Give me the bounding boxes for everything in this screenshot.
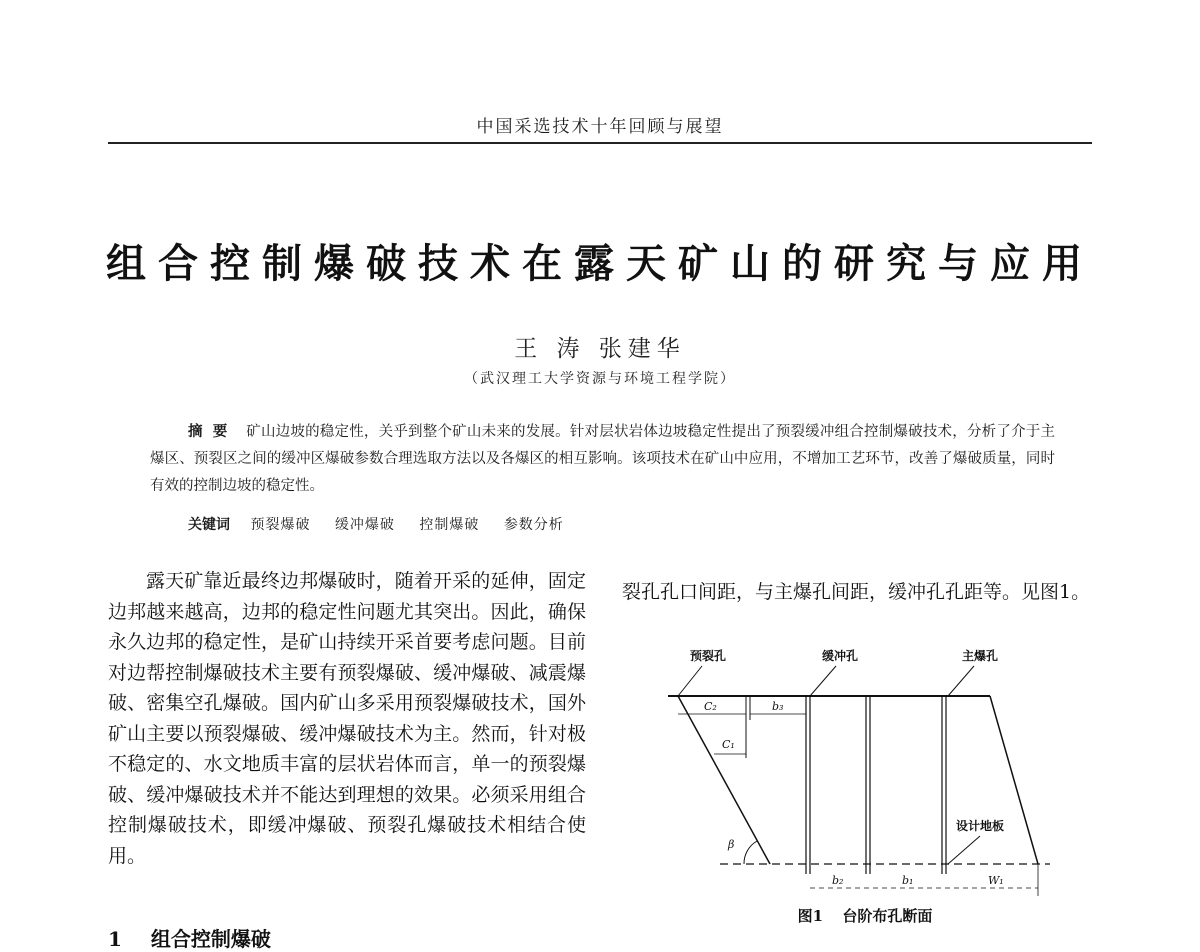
label-presplit-hole: 预裂孔 xyxy=(690,649,727,663)
leader-presplit xyxy=(678,666,702,696)
body-paragraph: 露天矿靠近最终边邦爆破时，随着开采的延伸，固定边邦越来越高，边邦的稳定性问题尤其突出。因此，确保永久边邦的稳定性，是矿山持续开采首要考虑问题。目前对边帮控制爆破技术主要有预裂爆破、缓冲爆破、减震爆破、密集空孔爆破。国内矿山多采用预裂爆破技术，国外矿山主要以预裂爆破、缓冲爆破技术为主。然而，针对极不稳定的、水文地质丰富的层状岩体而言，单一的预裂爆破、缓冲爆破技术并不能达到理想的效果。必须采用组合控制爆破技术，即缓冲爆破、预裂孔爆破技术相结合使用。 xyxy=(108,570,586,867)
section-number: 1 xyxy=(108,927,122,951)
body-right-column xyxy=(622,576,1092,609)
body-paragraph-right: 裂孔孔口间距，与主爆孔间距，缓冲孔孔距等。见图1。 xyxy=(622,581,1091,603)
section-title: 组合控制爆破 xyxy=(150,927,271,951)
section-heading xyxy=(108,923,271,952)
label-w1: W₁ xyxy=(988,874,1004,887)
leader-main xyxy=(948,666,974,696)
keywords-label: 关键词 xyxy=(188,517,230,533)
figure-caption xyxy=(660,905,1070,926)
article-affiliation: （武汉理工大学资源与环境工程学院） xyxy=(464,371,736,387)
figure-caption-title: 台阶布孔断面 xyxy=(842,907,933,925)
abstract-text: 矿山边坡的稳定性，关乎到整个矿山未来的发展。针对层状岩体边坡稳定性提出了预裂缓冲组合控制爆破技术，分析了介于主爆区、预裂区之间的缓冲区爆破参数合理选取方法以及各爆区的相互影响。该项技术在矿山中应用，不增加工艺环节，改善了爆破质量，同时有效的控制边坡的稳定性。 xyxy=(150,424,1056,494)
beta-arc xyxy=(744,841,757,864)
body-left-column xyxy=(108,566,586,871)
label-b2: b₂ xyxy=(832,874,844,887)
label-beta: β xyxy=(728,838,735,851)
abstract-label: 摘要 xyxy=(188,423,238,440)
label-buffer-hole: 缓冲孔 xyxy=(822,649,859,663)
keyword-item: 预裂爆破 xyxy=(250,517,311,533)
leader-design-floor xyxy=(948,836,980,864)
leader-buffer xyxy=(810,666,836,696)
presplit-face xyxy=(678,696,770,864)
label-b3: b₃ xyxy=(772,700,784,713)
label-design-floor: 设计地板 xyxy=(956,819,1005,833)
keyword-item: 参数分析 xyxy=(503,517,564,533)
journal-header-title: 中国采选技术十年回顾与展望 xyxy=(476,117,724,137)
label-c1: C₁ xyxy=(722,738,735,751)
label-c2: C₂ xyxy=(704,700,717,713)
header-rule xyxy=(108,142,1092,144)
abstract xyxy=(150,418,1055,500)
bench-face xyxy=(990,696,1038,864)
label-main-hole: 主爆孔 xyxy=(962,649,999,663)
keyword-item: 控制爆破 xyxy=(419,517,480,533)
article-title: 组合控制爆破技术在露天矿山的研究与应用 xyxy=(106,240,1094,287)
figure-caption-number: 图1 xyxy=(797,907,824,925)
bench-hole-layout-figure xyxy=(660,640,1070,910)
keywords xyxy=(188,514,988,534)
article-authors: 王 涛 张建华 xyxy=(514,336,686,362)
keyword-item: 缓冲爆破 xyxy=(334,517,395,533)
label-b1: b₁ xyxy=(902,874,914,887)
